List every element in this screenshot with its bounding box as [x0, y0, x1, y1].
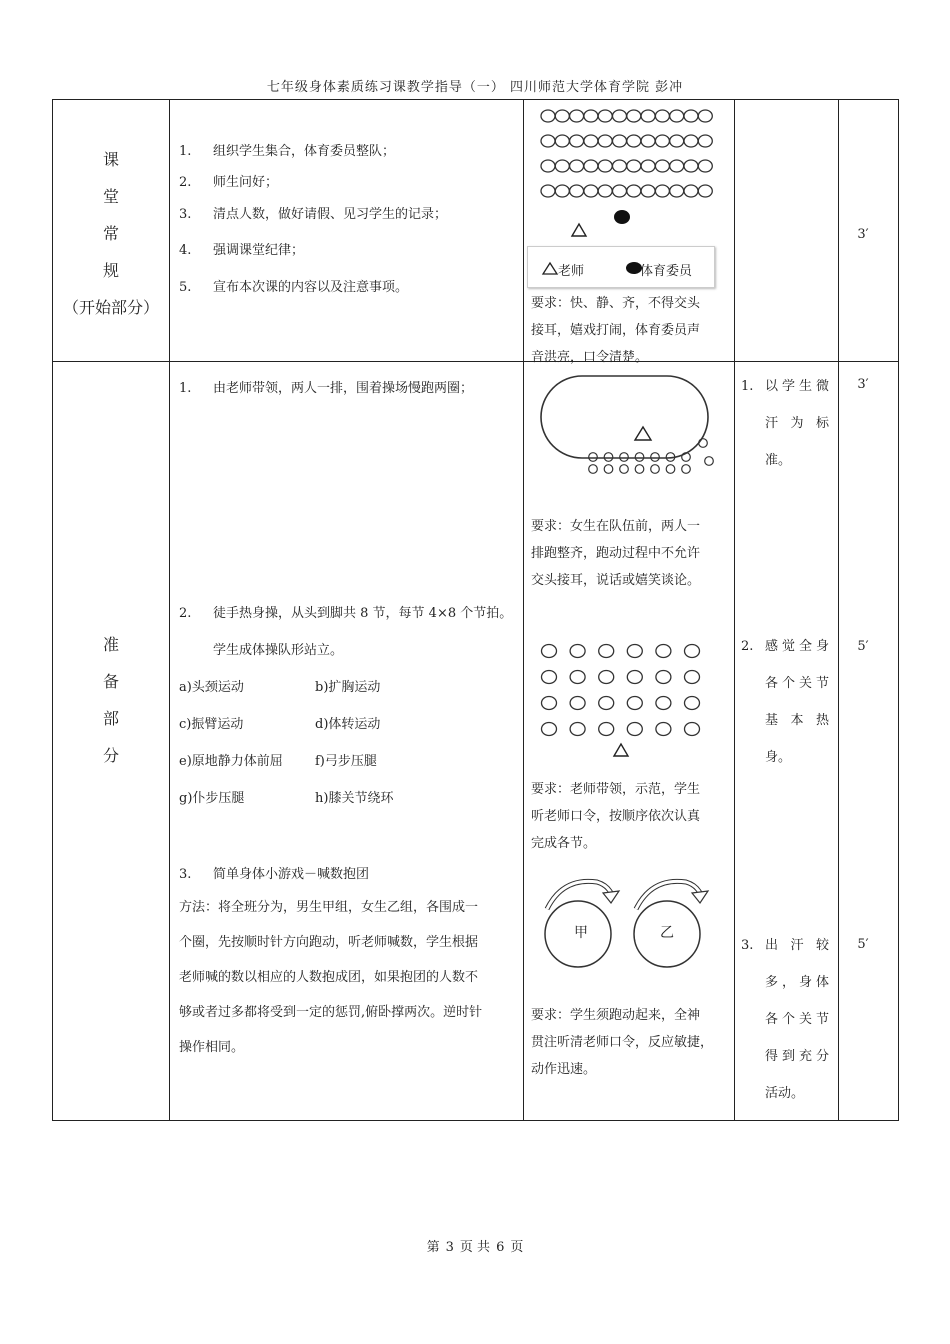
student-circle [655, 110, 669, 122]
list-item [179, 276, 408, 295]
game-diagram [541, 879, 721, 979]
requirement-line: 贯注听清老师口令，反应敏捷， [531, 1035, 714, 1050]
item-number: 5. [179, 280, 192, 295]
section1-char: 堂 [102, 187, 119, 206]
item-text: 简单身体小游戏－喊数抱团 [213, 867, 370, 882]
list-item [179, 239, 304, 258]
student-circle [655, 185, 669, 197]
exercise-item: d)体转运动 [315, 717, 381, 732]
note [741, 927, 831, 1117]
exercise-item: h)膝关节绕环 [315, 791, 394, 806]
student-circle [599, 671, 614, 684]
student-circle [541, 185, 555, 197]
item-number: 3. [179, 867, 192, 882]
col-divider [838, 100, 839, 1120]
student-circle [570, 160, 584, 172]
footer-text: 页 共 [459, 1240, 491, 1255]
student-circle [641, 135, 655, 147]
row-divider [53, 361, 898, 362]
student-circle [599, 645, 614, 658]
requirement-text [531, 290, 726, 371]
item-text: 徒手热身操，从头到脚共 8 节，每节 4×8 个节拍。 [213, 606, 513, 621]
duration: 5′ [857, 937, 869, 952]
note-line: 以学生微 [765, 379, 829, 394]
note [741, 368, 831, 488]
section1-subtitle: （开始部分） [62, 298, 159, 317]
runner-circle [651, 465, 660, 474]
student-circle [584, 110, 598, 122]
student-circle [698, 185, 712, 197]
runner-circle [620, 453, 629, 462]
runner-circle [635, 453, 644, 462]
student-circle [656, 645, 671, 658]
requirement-text [531, 513, 726, 594]
item-number: 4. [179, 243, 192, 258]
note-line: 身。 [765, 750, 792, 765]
duration: 3′ [857, 377, 869, 392]
list-item [179, 203, 447, 222]
student-circle [613, 135, 627, 147]
runner-circle [604, 453, 613, 462]
student-circle [542, 697, 557, 710]
note-line: 准。 [765, 453, 792, 468]
student-circle [570, 645, 585, 658]
runner-circle [699, 439, 708, 448]
student-circle [542, 671, 557, 684]
requirement-line: 排跑整齐，跑动过程中不允许 [531, 546, 701, 561]
item-number: 2. [179, 606, 192, 621]
student-circle [684, 185, 698, 197]
requirement-text [531, 1002, 726, 1083]
student-circle [542, 723, 557, 736]
requirement-line: 接耳，嬉戏打闹，体育委员声 [531, 323, 701, 338]
note-line: 各个关节 [765, 1012, 829, 1027]
teacher-triangle-icon [614, 744, 628, 756]
note-line: 各个关节 [765, 676, 829, 691]
student-circle [570, 697, 585, 710]
item-text: 师生问好； [213, 175, 279, 190]
note-line: 基本热 [765, 713, 829, 728]
student-circle [613, 110, 627, 122]
note [741, 628, 831, 788]
list-item [179, 377, 473, 396]
item-subtext: 学生成体操队形站立。 [213, 643, 344, 658]
exercise-grid [179, 676, 519, 824]
method-line: 个圈，先按顺时针方向跑动，听老师喊数，学生根据 [179, 935, 479, 950]
arrow-head-icon [603, 891, 619, 903]
page-header: 七年级身体素质练习课教学指导（一） 四川师范大学体育学院 彭冲 [266, 80, 684, 95]
student-circle [656, 671, 671, 684]
note-line: 出汗较 [765, 938, 829, 953]
col-divider [734, 100, 735, 1120]
item-number: 1. [179, 381, 192, 396]
list-item [179, 863, 369, 882]
student-circle [541, 135, 555, 147]
student-circle [598, 110, 612, 122]
note-line: 得到充分 [765, 1049, 829, 1064]
requirement-line: 听老师口令，按顺序依次认真 [531, 809, 701, 824]
gym-formation-diagram [53, 100, 54, 101]
requirement-line: 音洪亮，口令清楚。 [531, 350, 649, 365]
student-circle [584, 160, 598, 172]
student-circle [555, 135, 569, 147]
student-circle [685, 645, 700, 658]
item-text: 组织学生集合，体育委员整队； [213, 144, 396, 159]
requirement-line: 动作迅速。 [531, 1062, 597, 1077]
lesson-table [52, 99, 899, 1121]
section1-char: 课 [102, 150, 119, 169]
track-oval [541, 376, 708, 458]
student-circle [641, 110, 655, 122]
requirement-line: 要求：老师带领，示范，学生 [531, 782, 701, 797]
method-line: 老师喊的数以相应的人数抱成团，如果抱团的人数不 [179, 970, 479, 985]
student-circle [541, 160, 555, 172]
student-circle [670, 185, 684, 197]
exercise-row [179, 787, 519, 824]
student-circle [541, 110, 555, 122]
requirement-text [531, 776, 726, 857]
runner-circle [589, 465, 598, 474]
exercise-row [179, 750, 519, 787]
student-circle [570, 723, 585, 736]
student-circle [570, 135, 584, 147]
arrow-head-icon [692, 891, 708, 903]
student-circle [570, 185, 584, 197]
section2-title [53, 626, 169, 774]
group-b-label: 乙 [660, 925, 674, 941]
footer-text: 页 [510, 1240, 524, 1255]
legend-box [527, 246, 715, 288]
section1-title [53, 141, 169, 326]
list-item [179, 602, 512, 621]
runner-circle [620, 465, 629, 474]
note-text [765, 368, 829, 479]
exercise-item: g)仆步压腿 [179, 791, 245, 806]
student-circle [555, 160, 569, 172]
note-number: 2. [741, 639, 754, 654]
method-line: 方法：将全班分为，男生甲组，女生乙组，各围成一 [179, 900, 479, 915]
runner-circle [666, 465, 675, 474]
runner-circle [651, 453, 660, 462]
student-circle [627, 723, 642, 736]
legend-monitor-label: 体育委员 [640, 264, 693, 279]
duration: 3′ [857, 227, 869, 242]
section2-char: 分 [102, 746, 119, 765]
method-line: 够或者过多都将受到一定的惩罚,俯卧撑两次。逆时针 [179, 1005, 483, 1020]
page-number: 3 [445, 1240, 454, 1255]
runner-circle [682, 465, 691, 474]
student-circle [627, 110, 641, 122]
student-circle [627, 697, 642, 710]
item-text: 宣布本次课的内容以及注意事项。 [213, 280, 409, 295]
requirement-line: 要求：女生在队伍前，两人一 [531, 519, 701, 534]
student-circle [684, 160, 698, 172]
col-divider [169, 100, 170, 1120]
student-circle [555, 110, 569, 122]
student-circle [698, 110, 712, 122]
exercise-item: b)扩胸运动 [315, 680, 381, 695]
col-divider [523, 100, 524, 1120]
note-line: 多，身体 [765, 975, 829, 990]
student-circle [655, 160, 669, 172]
student-circle [655, 135, 669, 147]
requirement-line: 要求：学生须跑动起来，全神 [531, 1008, 701, 1023]
runner-circle [589, 453, 598, 462]
student-circle [670, 110, 684, 122]
student-circle [698, 160, 712, 172]
note-text [765, 927, 829, 1112]
section2-char: 准 [102, 635, 119, 654]
footer-text: 第 [426, 1240, 440, 1255]
total-pages: 6 [496, 1240, 505, 1255]
requirement-line: 完成各节。 [531, 836, 597, 851]
section1-char: 常 [102, 224, 119, 243]
note-number: 1. [741, 379, 754, 394]
requirement-line: 要求：快、静、齐，不得交头 [531, 296, 701, 311]
student-circle [613, 185, 627, 197]
student-circle [555, 185, 569, 197]
student-circle [599, 697, 614, 710]
student-circle [641, 185, 655, 197]
duration: 5′ [857, 639, 869, 654]
item-number: 3. [179, 207, 192, 222]
student-circle [542, 645, 557, 658]
exercise-item: f)弓步压腿 [315, 754, 377, 769]
exercise-row [179, 676, 519, 713]
student-circle [627, 160, 641, 172]
student-circle [584, 135, 598, 147]
page-footer [0, 1236, 950, 1255]
exercise-item: e)原地静力体前屈 [179, 754, 283, 769]
section2-char: 部 [102, 709, 119, 728]
student-circle [627, 135, 641, 147]
note-line: 汗为标 [765, 416, 829, 431]
student-circle [627, 185, 641, 197]
student-circle [685, 697, 700, 710]
student-circle [656, 723, 671, 736]
item-number: 2. [179, 175, 192, 190]
student-circle [684, 135, 698, 147]
student-circle [685, 723, 700, 736]
student-circle [685, 671, 700, 684]
method-line: 操作相同。 [179, 1040, 245, 1055]
student-circle [641, 160, 655, 172]
teacher-triangle-icon [572, 224, 586, 236]
legend-teacher-label: 老师 [558, 264, 585, 279]
item-text: 强调课堂纪律； [213, 243, 305, 258]
monitor-circle-icon [614, 210, 630, 224]
note-line: 感觉全身 [765, 639, 829, 654]
exercise-item: c)振臂运动 [179, 717, 244, 732]
item-text: 清点人数，做好请假、见习学生的记录； [213, 207, 448, 222]
student-circle [627, 645, 642, 658]
student-circle [698, 135, 712, 147]
student-circle [598, 185, 612, 197]
exercise-item: a)头颈运动 [179, 680, 244, 695]
runner-circle [705, 457, 714, 466]
student-circle [570, 671, 585, 684]
student-circle [670, 160, 684, 172]
student-circle [613, 160, 627, 172]
student-circle [584, 185, 598, 197]
list-item [179, 171, 278, 190]
group-a-label: 甲 [574, 925, 588, 941]
student-circle [599, 723, 614, 736]
runner-circle [604, 465, 613, 474]
student-circle [684, 110, 698, 122]
item-number: 1. [179, 144, 192, 159]
method-text [179, 890, 519, 1065]
requirement-line: 交头接耳，说话或嬉笑谈论。 [531, 573, 701, 588]
note-line: 活动。 [765, 1086, 805, 1101]
runner-circle [635, 465, 644, 474]
note-number: 3. [741, 938, 754, 953]
student-circle [670, 135, 684, 147]
teacher-triangle-icon [635, 427, 651, 440]
note-text [765, 628, 829, 776]
exercise-row [179, 713, 519, 750]
student-circle [598, 135, 612, 147]
student-circle [598, 160, 612, 172]
section2-char: 备 [102, 672, 119, 691]
student-circle [627, 671, 642, 684]
section1-char: 规 [102, 261, 119, 280]
student-circle [656, 697, 671, 710]
item-text: 由老师带领，两人一排，围着操场慢跑两圈； [213, 381, 474, 396]
list-item [179, 140, 395, 159]
student-circle [570, 110, 584, 122]
